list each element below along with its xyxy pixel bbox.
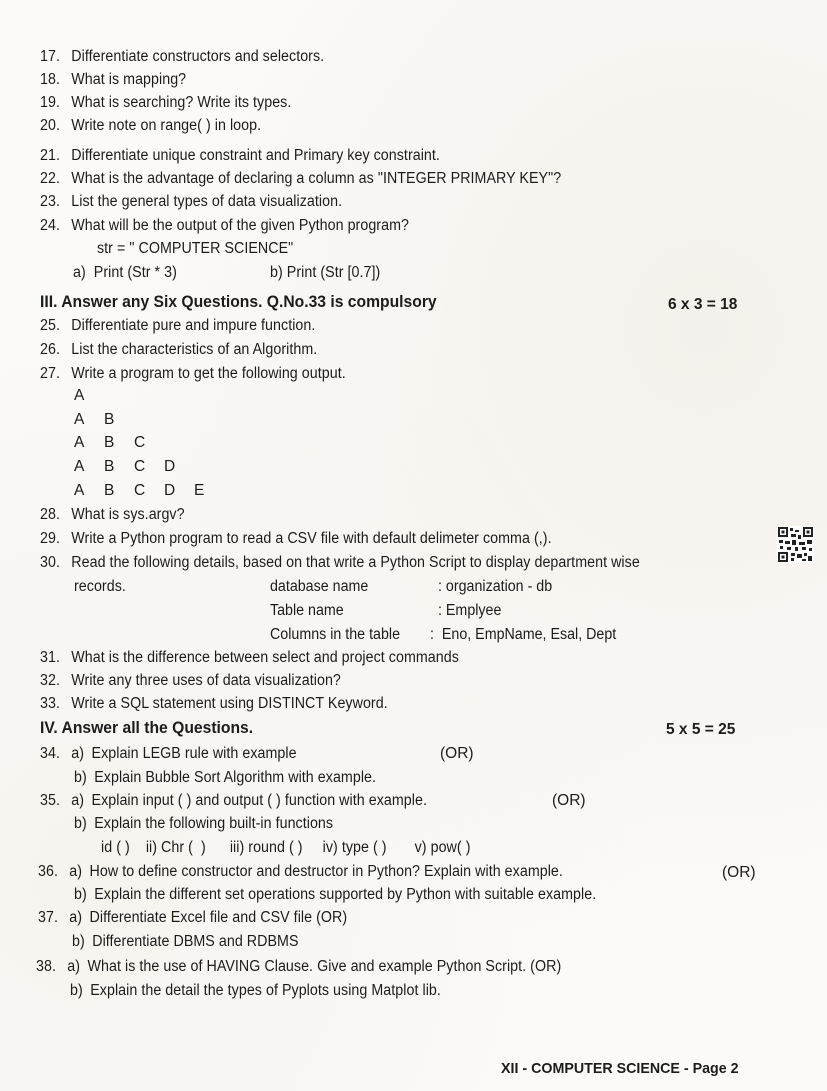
section-iv-marks: 5 x 5 = 25 [666, 721, 736, 738]
q34-or-label: (OR) [440, 745, 474, 762]
question-17: 17. Differentiate constructors and selectors. [40, 48, 325, 65]
q24-option-a: a) Print (Str * 3) [73, 264, 177, 281]
q35b-function-list: id ( ) ii) Chr ( ) iii) round ( ) iv) type ( ) v) pow( ) [101, 839, 471, 856]
qr-code-icon [777, 526, 814, 563]
q24-code-line: str = " COMPUTER SCIENCE" [97, 240, 294, 257]
question-24: 24. What will be the output of the given Python program? [40, 217, 409, 234]
question-20: 20. Write note on range( ) in loop. [40, 117, 262, 134]
question-21: 21. Differentiate unique constraint and Primary key constraint. [40, 147, 440, 164]
q36-or-label: (OR) [722, 864, 756, 881]
q30-value-table: : Emplyee [438, 602, 502, 619]
pattern-row-3: A B C [74, 434, 146, 451]
q24-option-b: b) Print (Str [0.7]) [270, 264, 381, 281]
q30-label-database: database name [270, 578, 369, 595]
question-27: 27. Write a program to get the following output. [40, 365, 346, 382]
question-37b: b) Differentiate DBMS and RDBMS [72, 933, 299, 950]
page-footer: XII - COMPUTER SCIENCE - Page 2 [501, 1060, 739, 1077]
question-23: 23. List the general types of data visualization. [40, 193, 343, 210]
pattern-row-2: A B [74, 411, 115, 428]
q30-records: records. [74, 578, 126, 595]
question-35a: 35. a) Explain input ( ) and output ( ) function with example. [40, 792, 427, 809]
question-25: 25. Differentiate pure and impure function. [40, 317, 316, 334]
question-32: 32. Write any three uses of data visualization? [40, 672, 341, 689]
question-29: 29. Write a Python program to read a CSV file with default delimeter comma (,). [40, 530, 552, 547]
question-22: 22. What is the advantage of declaring a column as "INTEGER PRIMARY KEY"? [40, 170, 562, 187]
question-28: 28. What is sys.argv? [40, 506, 185, 523]
question-36b: b) Explain the different set operations supported by Python with suitable example. [74, 886, 597, 903]
section-iii-heading: III. Answer any Six Questions. Q.No.33 is compulsory [40, 293, 437, 311]
question-35b: b) Explain the following built-in functions [74, 815, 334, 832]
question-30: 30. Read the following details, based on that write a Python Script to display department wise [40, 554, 640, 571]
question-38a: 38. a) What is the use of HAVING Clause. Give and example Python Script. (OR) [36, 958, 562, 975]
question-37a: 37. a) Differentiate Excel file and CSV file (OR) [38, 909, 348, 926]
section-iii-marks: 6 x 3 = 18 [668, 296, 738, 313]
question-34b: b) Explain Bubble Sort Algorithm with example. [74, 769, 377, 786]
question-38b: b) Explain the detail the types of Pyplots using Matplot lib. [70, 982, 441, 999]
question-36a: 36. a) How to define constructor and destructor in Python? Explain with example. [38, 863, 563, 880]
q35-or-label: (OR) [552, 792, 586, 809]
pattern-row-1: A [74, 387, 85, 404]
pattern-row-4: A B C D [74, 458, 176, 475]
question-33: 33. Write a SQL statement using DISTINCT Keyword. [40, 695, 388, 712]
pattern-row-5: A B C D E [74, 482, 205, 499]
question-18: 18. What is mapping? [40, 71, 187, 88]
q30-label-columns: Columns in the table [270, 626, 401, 643]
q30-label-table: Table name [270, 602, 344, 619]
question-31: 31. What is the difference between select and project commands [40, 649, 459, 666]
q30-value-columns: : Eno, EmpName, Esal, Dept [430, 626, 617, 643]
section-iv-heading: IV. Answer all the Questions. [40, 719, 254, 737]
question-26: 26. List the characteristics of an Algorithm. [40, 341, 318, 358]
question-34a: 34. a) Explain LEGB rule with example [40, 745, 297, 762]
question-19: 19. What is searching? Write its types. [40, 94, 292, 111]
q30-value-database: : organization - db [438, 578, 553, 595]
